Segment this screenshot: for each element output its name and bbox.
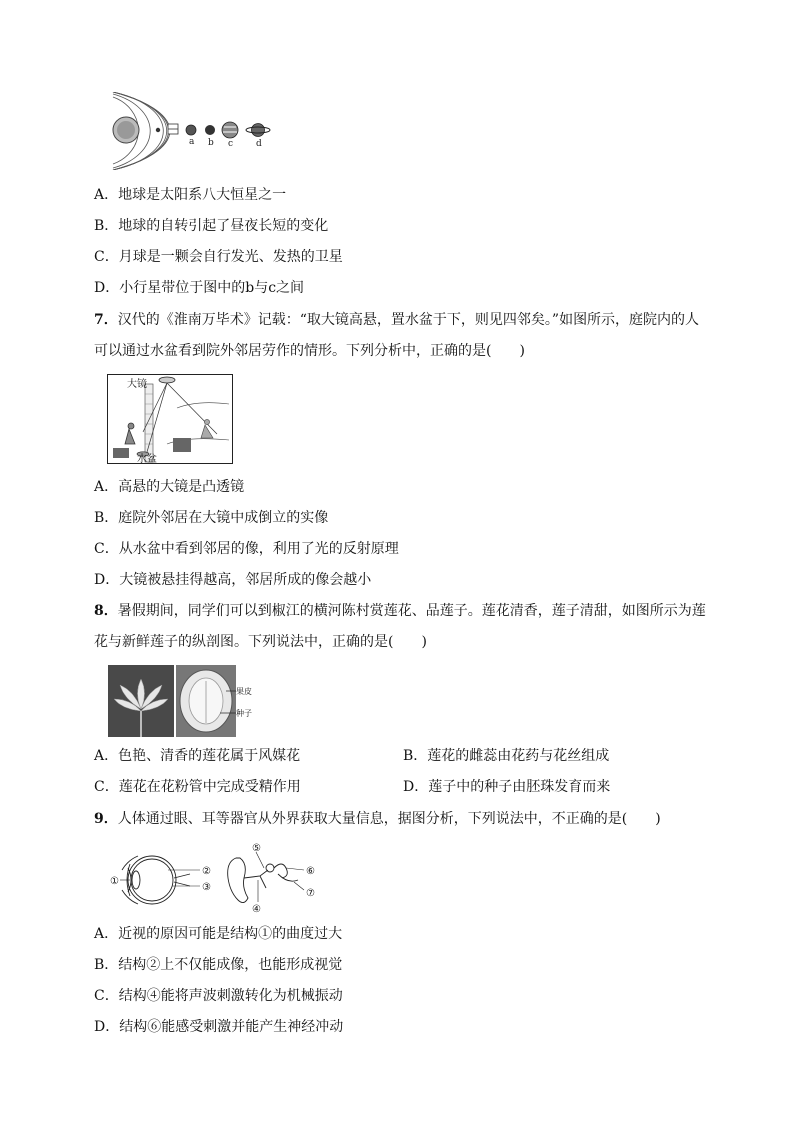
q9-option-a: A．近视的原因可能是结构①的曲度过大 [94, 926, 343, 942]
ear-label-7: ⑦ [306, 888, 315, 899]
planet-b [205, 125, 215, 135]
q9-option-d: D．结构⑥能感受刺激并能产生神经冲动 [94, 1019, 344, 1035]
eye-label-2: ② [202, 866, 211, 877]
ear-label-4: ④ [252, 904, 261, 914]
lotus-svg [108, 665, 268, 737]
eye-ear-figure [108, 840, 328, 914]
mirror-courtyard-figure [107, 374, 233, 464]
q8-stem: 8．暑假期间，同学们可以到椒江的横河陈村赏莲花、品莲子。莲花清香，莲子清甜，如图所示为莲 花与新鲜莲子的纵剖图。下列说法中，正确的是( ) [94, 603, 706, 650]
ear-label-6: ⑥ [306, 866, 315, 877]
q8-option-b: B．莲花的雌蕊由花药与花丝组成 [403, 748, 610, 764]
q8-option-d: D．莲子中的种子由胚珠发育而来 [403, 779, 611, 795]
eye-label-3: ③ [202, 882, 211, 893]
q7-option-d: D．大镜被悬挂得越高，邻居所成的像会越小 [94, 572, 372, 588]
q9-option-b: B．结构②上不仅能成像，也能形成视觉 [94, 957, 343, 973]
lotus-figure [108, 665, 268, 737]
solar-system-svg [108, 92, 278, 170]
ear-shape [228, 858, 248, 903]
label-b: b [208, 138, 214, 148]
q9-stem: 9．人体通过眼、耳等器官从外界获取大量信息，据图分析，下列说法中，不正确的是( ) [94, 811, 661, 827]
q7-option-c: C．从水盆中看到邻居的像，利用了光的反射原理 [94, 541, 399, 557]
q6-option-c: C．月球是一颗会自行发光、发热的卫星 [94, 249, 343, 265]
ear-label-5: ⑤ [252, 843, 261, 854]
q6-option-a: A．地球是太阳系八大恒星之一 [94, 187, 287, 203]
planet-c [222, 122, 238, 138]
seed-label: 种子 [236, 709, 252, 718]
eye-ear-svg [108, 840, 328, 914]
pericarp-label: 果皮 [236, 687, 252, 696]
label-c: c [228, 139, 234, 149]
mirror-shape [159, 377, 175, 383]
q6-option-b: B．地球的自转引起了昼夜长短的变化 [94, 218, 329, 234]
planet-d [252, 124, 265, 137]
q7-stem: 7．汉代的《淮南万毕术》记载：“取大镜高悬，置水盆于下，则见四邻矣。”如图所示，庭院内的人 可以通过水盆看到院外邻居劳作的情形。下列分析中，正确的是( ) [94, 312, 700, 359]
q9-option-c: C．结构④能将声波刺激转化为机械振动 [94, 988, 343, 1004]
q6-option-d: D．小行星带位于图中的b与c之间 [94, 280, 305, 296]
planet-a [186, 125, 196, 135]
mirror-label: 大镜 [127, 379, 147, 390]
basin-label: 水盆 [137, 454, 157, 464]
label-d: d [256, 139, 262, 149]
q8-option-c: C．莲花在花粉管中完成受精作用 [94, 779, 301, 795]
eye-label-1: ① [110, 876, 119, 887]
mirror-courtyard-svg [107, 374, 233, 464]
planet-mercury [156, 128, 160, 132]
q7-option-b: B．庭院外邻居在大镜中成倒立的实像 [94, 510, 329, 526]
q7-option-a: A．高悬的大镜是凸透镜 [94, 479, 245, 495]
q8-option-a: A．色艳、清香的莲花属于风媒花 [94, 748, 301, 764]
label-a: a [189, 137, 195, 147]
solar-system-figure [108, 92, 278, 170]
eyeball-shape [128, 856, 176, 904]
